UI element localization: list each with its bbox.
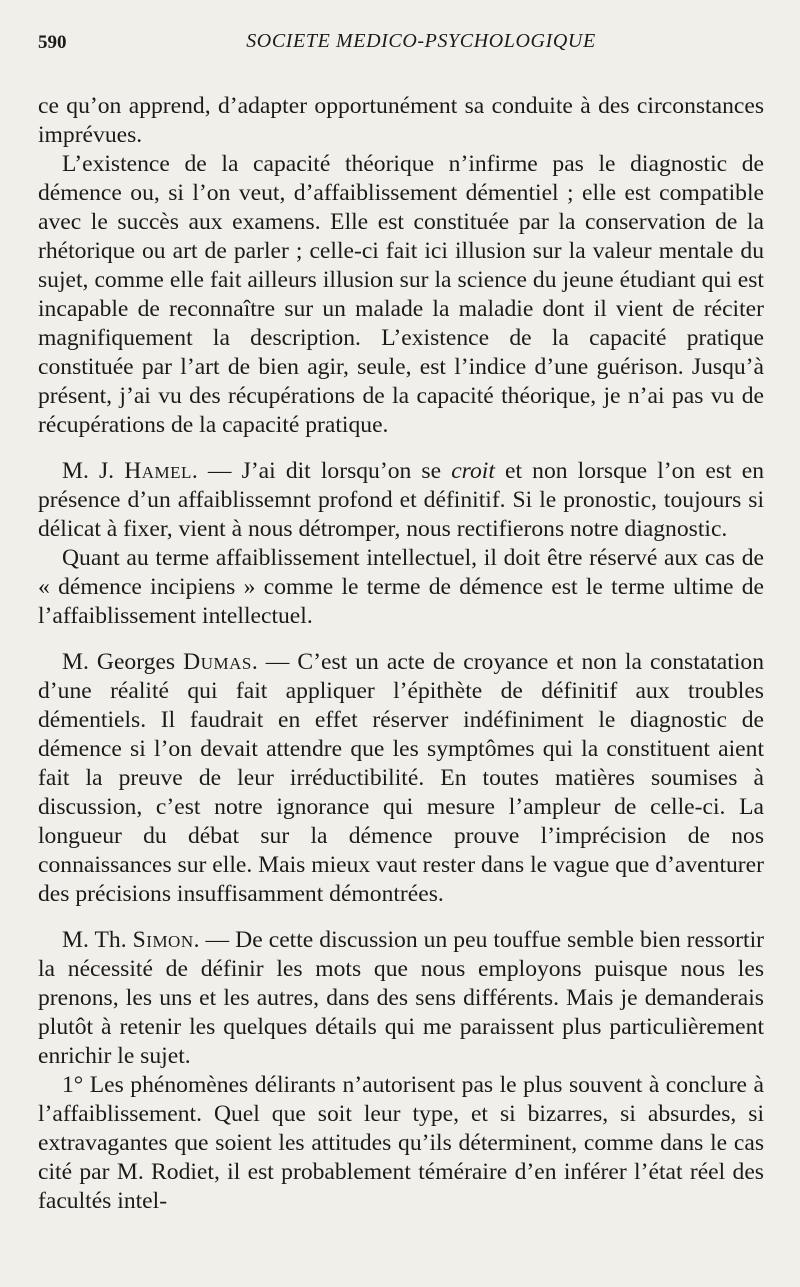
page-header — [38, 30, 764, 56]
emphasis-text: croit — [451, 458, 495, 484]
paragraph-simon — [38, 926, 764, 1071]
speech-text: . — J’ai dit lorsqu’on se — [191, 458, 452, 484]
speech-text: et non lorsque l’on est en présence d’un affaiblissemnt profond et définitif. Si le pronostic, toujours si délicat à fixer, vient à nous détromper, nous rectifierons notre diagnostic. — [38, 458, 764, 542]
speaker-prefix: M. Th. — [62, 927, 133, 953]
paragraph-dumas — [38, 648, 764, 909]
speaker-prefix: M. Georges — [62, 649, 184, 675]
speaker-name: Hamel — [124, 458, 192, 484]
paragraph-point-one: 1° Les phénomènes délirants n’autorisent pas le plus souvent à conclure à l’affaiblissement. Quel que soit leur type, et si bizarres, si absurdes, si extravagantes que soient les attitudes qu’ils déterminent, comme dans le cas cité par M. Rodiet, il est probablement téméraire d’en inférer l’état réel des facultés intel- — [38, 1072, 764, 1214]
speaker-name: Dumas — [183, 649, 252, 675]
paragraph-hamel — [38, 457, 764, 544]
text-body — [38, 92, 764, 1216]
running-head: SOCIETE MEDICO-PSYCHOLOGIQUE — [246, 30, 596, 52]
page-number: 590 — [38, 32, 67, 53]
speech-text: . — De cette discussion un peu touffue semble bien ressortir la nécessité de définir les mots que nous employons puisque nous les prenons, les uns et les autres, dans des sens différents. Mais je demanderais plutôt à retenir les quelques détails qui me paraissent plus particulièrement enrichir le sujet. — [38, 927, 764, 1069]
speaker-prefix: M. J. — [62, 458, 125, 484]
paragraph-continuation: ce qu’on apprend, d’adapter opportunément sa conduite à des circonstances imprévues. — [38, 93, 764, 148]
speaker-name: Simon — [132, 927, 194, 953]
paragraph-capacite-theorique: L’existence de la capacité théorique n’infirme pas le diagnostic de démence ou, si l’on veut, d’affaiblissement démentiel ; elle est compatible avec le succès aux examens. Elle est constituée par la conservation de la rhétorique ou art de parler ; celle-ci fait ici illusion sur la valeur mentale du sujet, comme elle fait ailleurs illusion sur la science du jeune étudiant qui est incapable de reconnaître sur un malade la maladie dont il vient de réciter magnifiquement la description. L’existence de la capacité pratique constituée par l’art de bien agir, seule, est l’indice d’une guérison. Jusqu’à présent, j’ai vu des récupérations de la capacité théorique, je n’ai pas vu de récupérations de la capacité pratique. — [38, 151, 764, 438]
speech-text: . — C’est un acte de croyance et non la constatation d’une réalité qui fait appliquer l’épithète de définitif aux troubles démentiels. Il faudrait en effet réserver indéfiniment le diagnostic de démence si l’on devait attendre que les symptômes qui la constituent aient fait la preuve de leur irréductibilité. En toutes matières soumises à discussion, c’est notre ignorance qui mesure l’ampleur de celle-ci. La longueur du débat sur la démence prouve l’imprécision de nos connaissances sur elle. Mais mieux vaut rester dans le vague que d’aventurer des précisions insuffisamment démontrées. — [38, 649, 764, 907]
paragraph-affaiblissement: Quant au terme affaiblissement intellectuel, il doit être réservé aux cas de « démence incipiens » comme le terme de démence est le terme ultime de l’affaiblissement intellectuel. — [38, 545, 764, 629]
